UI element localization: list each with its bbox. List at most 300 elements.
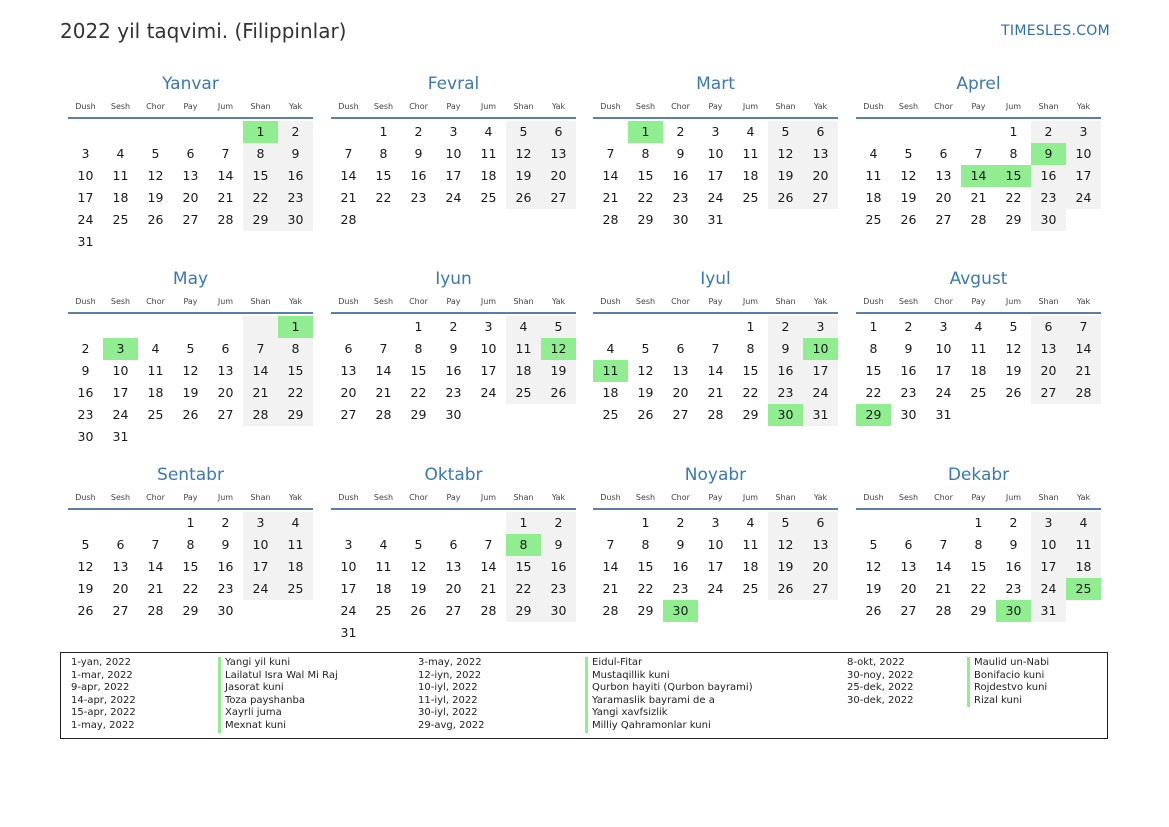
weekday-label: Pay	[446, 296, 461, 306]
weekday-label: Sesh	[898, 296, 919, 306]
day-cell: 28	[340, 212, 357, 227]
weekday-header	[856, 95, 1101, 117]
weekday-label: Chor	[146, 296, 165, 306]
day-cell: 13	[217, 363, 234, 378]
legend-holiday-name: Jasorat kuni	[218, 682, 338, 695]
day-cell: 18	[375, 581, 392, 596]
empty-cell	[366, 316, 401, 338]
day-cell: 5	[768, 121, 803, 143]
weekday-label: Pay	[708, 101, 723, 111]
day-cell: 8	[869, 341, 878, 356]
day-cell: 11	[112, 168, 129, 183]
day-cell: 3	[711, 515, 720, 530]
day-cell: 1	[746, 319, 755, 334]
day-cell: 29	[637, 212, 654, 227]
day-cell: 7	[379, 341, 388, 356]
day-cell: 8	[641, 537, 650, 552]
day-cell: 27	[900, 603, 917, 618]
legend-col-2-dates	[418, 657, 485, 733]
brand-link[interactable]: TIMESLES.COM	[1001, 23, 1110, 39]
day-grid	[68, 512, 313, 622]
day-cell: 1	[379, 124, 388, 139]
day-cell: 16	[410, 168, 427, 183]
day-cell: 23	[77, 407, 94, 422]
day-cell: 12	[410, 559, 427, 574]
empty-cell	[593, 121, 628, 143]
day-cell: 14	[935, 559, 952, 574]
month-divider	[856, 117, 1101, 119]
day-cell: 18	[278, 556, 313, 578]
day-cell: 18	[970, 363, 987, 378]
weekday-label: Sesh	[635, 296, 656, 306]
empty-cell	[663, 316, 698, 338]
weekday-label: Shan	[250, 492, 271, 502]
day-cell: 18	[506, 360, 541, 382]
day-cell: 23	[672, 190, 689, 205]
day-cell: 24	[112, 407, 129, 422]
day-cell: 28	[602, 603, 619, 618]
day-cell: 16	[278, 165, 313, 187]
legend-holiday-name: Mexnat kuni	[218, 720, 338, 733]
day-cell: 13	[182, 168, 199, 183]
empty-cell	[103, 121, 138, 143]
day-cell: 25	[742, 581, 759, 596]
day-cell: 24	[1066, 187, 1101, 209]
day-cell: 4	[1066, 512, 1101, 534]
day-cell: 6	[803, 121, 838, 143]
day-cell: 19	[637, 385, 654, 400]
day-cell: 16	[672, 559, 689, 574]
day-cell: 2	[278, 121, 313, 143]
day-cell: 26	[506, 187, 541, 209]
legend-holiday-name: Qurbon hayiti (Qurbon bayrami)	[585, 682, 753, 695]
day-cell: 25	[375, 603, 392, 618]
day-cell: 27	[541, 187, 576, 209]
empty-cell	[891, 512, 926, 534]
day-cell: 5	[81, 537, 90, 552]
day-cell: 29	[278, 404, 313, 426]
day-cell: 2	[768, 316, 803, 338]
day-cell: 13	[112, 559, 129, 574]
empty-cell	[856, 121, 891, 143]
weekday-label: Dush	[338, 296, 359, 306]
day-cell: 31	[803, 404, 838, 426]
day-cell: 6	[186, 146, 195, 161]
day-cell: 8	[746, 341, 755, 356]
day-cell: 3	[81, 146, 90, 161]
day-cell: 21	[970, 190, 987, 205]
day-cell: 2	[1031, 121, 1066, 143]
day-cell: 10	[935, 341, 952, 356]
day-cell: 28	[1066, 382, 1101, 404]
day-grid	[331, 121, 576, 231]
day-cell: 19	[77, 581, 94, 596]
holiday-legend	[60, 652, 1108, 739]
day-cell: 27	[935, 212, 952, 227]
legend-date: 29-avg, 2022	[418, 719, 485, 731]
month-iyun	[331, 269, 576, 426]
day-cell: 1	[641, 515, 650, 530]
holiday-day-cell: 10	[803, 338, 838, 360]
day-cell: 27	[182, 212, 199, 227]
weekday-label: Yak	[288, 101, 303, 111]
day-cell: 15	[865, 363, 882, 378]
weekday-label: Jum	[742, 492, 759, 502]
month-yanvar	[68, 74, 313, 253]
day-cell: 20	[803, 165, 838, 187]
holiday-day-cell: 30	[768, 404, 803, 426]
weekday-label: Pay	[183, 101, 198, 111]
day-cell: 2	[1009, 515, 1018, 530]
day-cell: 13	[935, 168, 952, 183]
empty-cell	[401, 512, 436, 534]
day-cell: 2	[221, 515, 230, 530]
weekday-label: Shan	[1038, 296, 1059, 306]
day-cell: 3	[1066, 121, 1101, 143]
day-cell: 12	[1005, 341, 1022, 356]
legend-holiday-name: Bonifacio kuni	[967, 670, 1049, 683]
day-cell: 17	[707, 559, 724, 574]
day-cell: 31	[707, 212, 724, 227]
day-cell: 27	[803, 187, 838, 209]
weekday-label: Chor	[146, 492, 165, 502]
weekday-label: Shan	[513, 492, 534, 502]
weekday-label: Chor	[671, 296, 690, 306]
day-cell: 6	[803, 512, 838, 534]
weekday-label: Dush	[75, 101, 96, 111]
day-cell: 1	[869, 319, 878, 334]
weekday-label: Pay	[971, 492, 986, 502]
day-cell: 13	[1031, 338, 1066, 360]
weekday-label: Yak	[551, 296, 566, 306]
day-grid	[331, 316, 576, 426]
weekday-label: Dush	[75, 296, 96, 306]
day-cell: 9	[221, 537, 230, 552]
day-cell: 6	[221, 341, 230, 356]
month-title: Yanvar	[162, 74, 219, 94]
weekday-label: Pay	[446, 101, 461, 111]
day-cell: 23	[445, 385, 462, 400]
empty-cell	[68, 121, 103, 143]
month-title: Oktabr	[424, 465, 483, 485]
empty-cell	[856, 512, 891, 534]
day-cell: 11	[865, 168, 882, 183]
day-cell: 5	[641, 341, 650, 356]
day-cell: 5	[1009, 319, 1018, 334]
day-cell: 25	[865, 212, 882, 227]
day-cell: 29	[182, 603, 199, 618]
day-cell: 17	[935, 363, 952, 378]
day-cell: 19	[768, 556, 803, 578]
weekday-label: Sesh	[110, 492, 131, 502]
day-cell: 23	[410, 190, 427, 205]
day-cell: 29	[1005, 212, 1022, 227]
day-cell: 11	[506, 338, 541, 360]
day-cell: 27	[672, 407, 689, 422]
day-cell: 26	[182, 407, 199, 422]
weekday-label: Yak	[288, 296, 303, 306]
day-cell: 9	[676, 537, 685, 552]
day-cell: 7	[243, 338, 278, 360]
day-cell: 16	[445, 363, 462, 378]
day-cell: 20	[182, 190, 199, 205]
legend-holiday-name: Rizal kuni	[967, 695, 1049, 708]
day-cell: 29	[243, 209, 278, 231]
day-cell: 14	[147, 559, 164, 574]
day-cell: 14	[243, 360, 278, 382]
empty-cell	[68, 512, 103, 534]
empty-cell	[926, 512, 961, 534]
day-cell: 27	[803, 578, 838, 600]
weekday-label: Jum	[742, 101, 759, 111]
day-cell: 25	[147, 407, 164, 422]
weekday-label: Dush	[600, 101, 621, 111]
day-cell: 1	[414, 319, 423, 334]
day-cell: 10	[77, 168, 94, 183]
day-cell: 13	[900, 559, 917, 574]
day-cell: 20	[340, 385, 357, 400]
day-cell: 13	[803, 534, 838, 556]
day-cell: 17	[707, 168, 724, 183]
legend-date: 1-mar, 2022	[71, 669, 133, 681]
day-cell: 13	[445, 559, 462, 574]
page-title: 2022 yil taqvimi. (Filippinlar)	[60, 19, 347, 43]
month-divider	[68, 312, 313, 314]
empty-cell	[961, 121, 996, 143]
holiday-day-cell: 15	[996, 165, 1031, 187]
weekday-label: Yak	[288, 492, 303, 502]
day-cell: 11	[147, 363, 164, 378]
day-cell: 17	[1031, 556, 1066, 578]
weekday-header	[68, 486, 313, 508]
day-cell: 10	[243, 534, 278, 556]
day-grid	[68, 316, 313, 448]
day-cell: 18	[112, 190, 129, 205]
day-cell: 7	[606, 537, 615, 552]
empty-cell	[208, 121, 243, 143]
holiday-day-cell: 8	[506, 534, 541, 556]
day-cell: 7	[484, 537, 493, 552]
weekday-label: Yak	[551, 492, 566, 502]
legend-col-1-dates	[71, 657, 136, 733]
day-cell: 27	[112, 603, 129, 618]
day-cell: 26	[541, 382, 576, 404]
month-title: Fevral	[427, 74, 480, 94]
legend-date: 11-iyl, 2022	[418, 694, 478, 706]
holiday-day-cell: 1	[243, 121, 278, 143]
empty-cell	[471, 512, 506, 534]
day-cell: 5	[768, 512, 803, 534]
day-cell: 9	[1009, 537, 1018, 552]
day-cell: 6	[116, 537, 125, 552]
day-cell: 9	[81, 363, 90, 378]
day-cell: 5	[904, 146, 913, 161]
day-cell: 24	[707, 581, 724, 596]
holiday-day-cell: 30	[996, 600, 1031, 622]
weekday-label: Pay	[183, 492, 198, 502]
day-cell: 3	[711, 124, 720, 139]
day-cell: 13	[340, 363, 357, 378]
empty-cell	[926, 121, 961, 143]
weekday-label: Yak	[1076, 296, 1091, 306]
day-cell: 27	[217, 407, 234, 422]
weekday-header	[331, 95, 576, 117]
day-cell: 2	[676, 124, 685, 139]
day-cell: 21	[375, 385, 392, 400]
day-cell: 16	[217, 559, 234, 574]
day-cell: 3	[1031, 512, 1066, 534]
day-cell: 31	[112, 429, 129, 444]
day-cell: 28	[217, 212, 234, 227]
legend-holiday-name: Xayrli juma	[218, 707, 338, 720]
day-cell: 22	[1005, 190, 1022, 205]
day-cell: 23	[768, 382, 803, 404]
day-cell: 26	[77, 603, 94, 618]
legend-holiday-name: Yangi yil kuni	[218, 657, 338, 670]
holiday-day-cell: 11	[593, 360, 628, 382]
month-title: Avgust	[949, 269, 1008, 289]
day-cell: 16	[768, 360, 803, 382]
day-cell: 19	[541, 360, 576, 382]
holiday-day-cell: 9	[1031, 143, 1066, 165]
legend-date: 12-iyn, 2022	[418, 669, 482, 681]
day-cell: 19	[900, 190, 917, 205]
day-cell: 13	[803, 143, 838, 165]
day-cell: 16	[1031, 165, 1066, 187]
legend-date: 30-iyl, 2022	[418, 707, 478, 719]
weekday-label: Dush	[75, 492, 96, 502]
day-cell: 20	[541, 165, 576, 187]
month-divider	[331, 117, 576, 119]
day-cell: 20	[217, 385, 234, 400]
weekday-label: Chor	[409, 296, 428, 306]
holiday-day-cell: 29	[856, 404, 891, 426]
day-cell: 4	[974, 319, 983, 334]
holiday-day-cell: 30	[663, 600, 698, 622]
day-cell: 22	[637, 581, 654, 596]
day-cell: 4	[746, 124, 755, 139]
day-cell: 18	[147, 385, 164, 400]
weekday-header	[593, 95, 838, 117]
day-cell: 21	[480, 581, 497, 596]
day-cell: 31	[935, 407, 952, 422]
day-cell: 8	[243, 143, 278, 165]
day-cell: 24	[340, 603, 357, 618]
weekday-label: Jum	[217, 101, 234, 111]
holiday-day-cell: 25	[1066, 578, 1101, 600]
day-cell: 23	[1031, 187, 1066, 209]
day-cell: 4	[151, 341, 160, 356]
day-cell: 24	[445, 190, 462, 205]
legend-date: 10-iyl, 2022	[418, 682, 478, 694]
weekday-label: Yak	[813, 492, 828, 502]
month-title: Dekabr	[947, 465, 1010, 485]
day-cell: 23	[900, 385, 917, 400]
day-cell: 31	[77, 234, 94, 249]
month-title: Sentabr	[157, 465, 224, 485]
day-cell: 10	[707, 146, 724, 161]
day-cell: 25	[970, 385, 987, 400]
weekday-label: Pay	[446, 492, 461, 502]
day-cell: 28	[970, 212, 987, 227]
empty-cell	[68, 316, 103, 338]
weekday-header	[856, 290, 1101, 312]
day-cell: 15	[637, 559, 654, 574]
day-cell: 4	[506, 316, 541, 338]
day-cell: 20	[672, 385, 689, 400]
day-cell: 20	[112, 581, 129, 596]
legend-holiday-name: Toza payshanba	[218, 695, 338, 708]
day-cell: 12	[768, 143, 803, 165]
weekday-label: Sesh	[373, 492, 394, 502]
weekday-label: Dush	[600, 492, 621, 502]
day-cell: 18	[865, 190, 882, 205]
empty-cell	[208, 316, 243, 338]
month-iyul	[593, 269, 838, 426]
day-cell: 6	[1031, 316, 1066, 338]
day-cell: 8	[414, 341, 423, 356]
empty-cell	[173, 316, 208, 338]
day-cell: 25	[112, 212, 129, 227]
weekday-label: Chor	[671, 492, 690, 502]
day-cell: 31	[340, 625, 357, 640]
legend-holiday-name: Eidul-Fitar	[585, 657, 753, 670]
empty-cell	[243, 316, 278, 338]
day-cell: 23	[541, 578, 576, 600]
empty-cell	[138, 121, 173, 143]
empty-cell	[138, 512, 173, 534]
legend-date: 30-dek, 2022	[847, 694, 914, 706]
day-cell: 7	[151, 537, 160, 552]
day-cell: 7	[344, 146, 353, 161]
day-cell: 13	[672, 363, 689, 378]
day-cell: 2	[676, 515, 685, 530]
legend-col-3-dates	[847, 657, 914, 707]
day-cell: 10	[1031, 534, 1066, 556]
weekday-label: Sesh	[635, 492, 656, 502]
day-cell: 16	[900, 363, 917, 378]
day-cell: 17	[77, 190, 94, 205]
day-cell: 22	[970, 581, 987, 596]
day-cell: 1	[974, 515, 983, 530]
day-cell: 8	[186, 537, 195, 552]
empty-cell	[436, 512, 471, 534]
day-cell: 11	[278, 534, 313, 556]
weekday-label: Dush	[863, 101, 884, 111]
day-cell: 19	[768, 165, 803, 187]
day-cell: 4	[606, 341, 615, 356]
weekday-label: Dush	[600, 296, 621, 306]
day-cell: 16	[541, 556, 576, 578]
day-cell: 15	[506, 556, 541, 578]
month-sentabr	[68, 465, 313, 622]
day-cell: 12	[182, 363, 199, 378]
day-cell: 7	[606, 146, 615, 161]
weekday-label: Pay	[971, 296, 986, 306]
empty-cell	[103, 316, 138, 338]
day-cell: 27	[340, 407, 357, 422]
day-cell: 30	[672, 212, 689, 227]
day-grid	[856, 512, 1101, 622]
weekday-label: Shan	[775, 296, 796, 306]
day-cell: 25	[602, 407, 619, 422]
weekday-label: Chor	[934, 101, 953, 111]
holiday-day-cell: 12	[541, 338, 576, 360]
empty-cell	[103, 512, 138, 534]
empty-cell	[593, 316, 628, 338]
day-cell: 4	[484, 124, 493, 139]
day-cell: 15	[970, 559, 987, 574]
